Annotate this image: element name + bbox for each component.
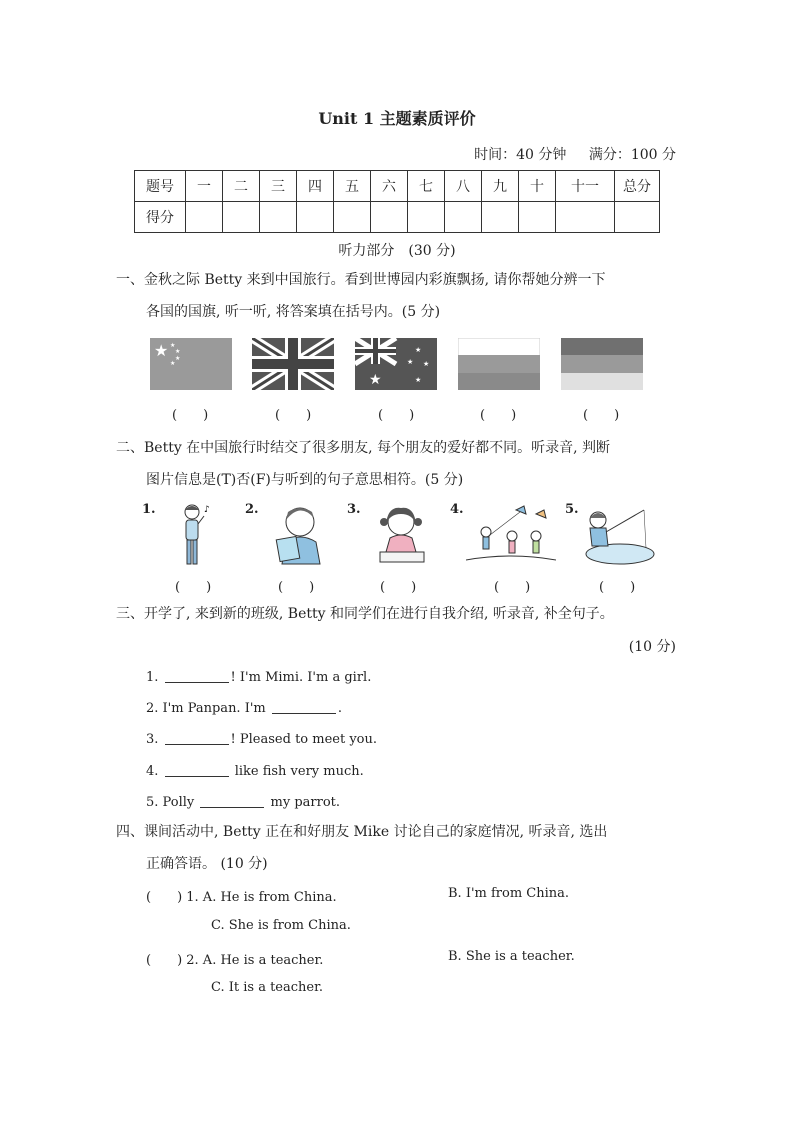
- fill-line: [146, 730, 377, 747]
- score-table: [134, 170, 660, 233]
- score-entry-cell[interactable]: [260, 202, 297, 233]
- picture-number: 1.: [142, 502, 156, 517]
- picture-number: 2.: [245, 502, 259, 517]
- choice-item: ( ) 2. A. He is a teacher.: [146, 953, 324, 968]
- table-cell: 五: [334, 171, 371, 202]
- table-cell: 题号: [135, 171, 186, 202]
- blank-field[interactable]: [272, 699, 336, 714]
- picture-number: 5.: [565, 502, 579, 517]
- svg-text:★: ★: [175, 355, 181, 362]
- svg-text:★: ★: [415, 376, 422, 384]
- item-prefix: 5. Polly: [146, 795, 199, 810]
- question-2-line1: 二、Betty 在中国旅行时结交了很多朋友, 每个朋友的爱好都不同。听录音, 判断: [116, 440, 610, 456]
- question-4-line2: 正确答语。 (10 分): [146, 856, 268, 872]
- table-cell: 二: [223, 171, 260, 202]
- score-entry-cell[interactable]: [186, 202, 223, 233]
- svg-text:♪: ♪: [204, 505, 210, 515]
- score-entry-cell[interactable]: [334, 202, 371, 233]
- score-entry-cell[interactable]: [615, 202, 660, 233]
- question-3-points: (10 分): [628, 639, 676, 655]
- item-suffix: my parrot.: [270, 795, 341, 810]
- score-entry-cell[interactable]: [556, 202, 615, 233]
- answer-bracket[interactable]: ( ): [378, 408, 415, 423]
- svg-text:★: ★: [423, 360, 430, 368]
- item-suffix: ! Pleased to meet you.: [230, 732, 377, 747]
- question-2: [116, 432, 678, 496]
- score-entry-cell[interactable]: [482, 202, 519, 233]
- table-cell: 八: [445, 171, 482, 202]
- fishing-boy-icon: [584, 502, 656, 566]
- blank-field[interactable]: [165, 668, 229, 683]
- item-prefix: 4.: [146, 764, 159, 779]
- answer-bracket[interactable]: ( ): [278, 580, 315, 595]
- blank-field[interactable]: [200, 793, 264, 808]
- score-entry-cell[interactable]: [297, 202, 334, 233]
- picture-number: 3.: [347, 502, 361, 517]
- blank-field[interactable]: [165, 730, 229, 745]
- table-cell: 九: [482, 171, 519, 202]
- table-cell: 总分: [615, 171, 660, 202]
- blank-field[interactable]: [165, 762, 229, 777]
- item-suffix: .: [337, 701, 343, 716]
- item-suffix: ! I'm Mimi. I'm a girl.: [230, 670, 372, 685]
- svg-text:★: ★: [154, 341, 169, 360]
- drawing-girl-icon: [376, 502, 426, 568]
- score-table-header-row: [135, 171, 660, 202]
- russia-flag-icon: [458, 338, 540, 390]
- germany-flag-icon: [561, 338, 643, 390]
- item-suffix: like fish very much.: [234, 764, 364, 779]
- exam-info: [456, 144, 676, 164]
- svg-text:★: ★: [170, 342, 176, 349]
- picture-number: 4.: [450, 502, 464, 517]
- answer-bracket[interactable]: ( ): [172, 408, 209, 423]
- uk-flag-icon: [252, 338, 334, 390]
- choice-option: C. She is from China.: [211, 918, 351, 933]
- choice-option: C. It is a teacher.: [211, 980, 324, 995]
- table-cell: 十一: [556, 171, 615, 202]
- svg-text:★: ★: [407, 358, 414, 366]
- time-limit: 时间：40 分钟: [474, 147, 567, 163]
- score-entry-cell[interactable]: [223, 202, 260, 233]
- svg-text:★: ★: [170, 360, 176, 367]
- answer-bracket[interactable]: ( ): [275, 408, 312, 423]
- question-3: [116, 598, 678, 630]
- item-prefix: 2. I'm Panpan. I'm: [146, 701, 266, 716]
- choice-item: ( ) 1. A. He is from China.: [146, 890, 337, 905]
- table-cell: 三: [260, 171, 297, 202]
- item-prefix: 3.: [146, 732, 159, 747]
- full-score: 满分：100 分: [588, 147, 676, 163]
- answer-bracket[interactable]: ( ): [599, 580, 636, 595]
- choice-option: B. I'm from China.: [448, 886, 570, 901]
- answer-bracket[interactable]: ( ): [494, 580, 531, 595]
- table-cell: 四: [297, 171, 334, 202]
- fill-line: [146, 699, 342, 716]
- question-4-line1: 四、课间活动中, Betty 正在和好朋友 Mike 讨论自己的家庭情况, 听录音, 选出: [116, 824, 608, 840]
- answer-bracket[interactable]: ( ): [480, 408, 517, 423]
- score-entry-cell[interactable]: [445, 202, 482, 233]
- answer-bracket[interactable]: ( ): [175, 580, 212, 595]
- score-entry-cell[interactable]: [371, 202, 408, 233]
- australia-flag-icon: [355, 338, 437, 390]
- fill-line: [146, 762, 364, 779]
- score-entry-cell[interactable]: [519, 202, 556, 233]
- choice-option: B. She is a teacher.: [448, 949, 575, 964]
- kite-flying-icon: [466, 502, 556, 566]
- answer-bracket[interactable]: ( ): [583, 408, 620, 423]
- china-flag-icon: [150, 338, 232, 390]
- question-4: [116, 816, 678, 880]
- fill-line: [146, 668, 371, 685]
- question-1-line1: 一、金秋之际 Betty 来到中国旅行。看到世博园内彩旗飘扬, 请你帮她分辨一下: [116, 272, 606, 288]
- reading-boy-icon: [272, 502, 324, 568]
- table-cell: 六: [371, 171, 408, 202]
- table-cell: 得分: [135, 202, 186, 233]
- item-prefix: 1.: [146, 670, 159, 685]
- page-title: Unit 1 主题素质评价: [318, 109, 476, 128]
- question-1-line2: 各国的国旗, 听一听, 将答案填在括号内。(5 分): [146, 304, 441, 320]
- singing-boy-icon: [172, 502, 216, 572]
- svg-text:★: ★: [415, 346, 422, 354]
- table-cell: 十: [519, 171, 556, 202]
- question-1: [116, 264, 678, 328]
- table-cell: 七: [408, 171, 445, 202]
- svg-text:★: ★: [175, 348, 181, 355]
- table-cell: 一: [186, 171, 223, 202]
- svg-text:★: ★: [369, 372, 382, 388]
- section-heading: 听力部分 (30 分): [338, 243, 456, 259]
- score-entry-cell[interactable]: [408, 202, 445, 233]
- fill-line: [146, 793, 340, 810]
- question-2-line2: 图片信息是(T)否(F)与听到的句子意思相符。(5 分): [146, 472, 464, 488]
- question-3-line1: 三、开学了, 来到新的班级, Betty 和同学们在进行自我介绍, 听录音, 补全句子。: [116, 606, 614, 622]
- answer-bracket[interactable]: ( ): [380, 580, 417, 595]
- score-table-score-row: [135, 202, 660, 233]
